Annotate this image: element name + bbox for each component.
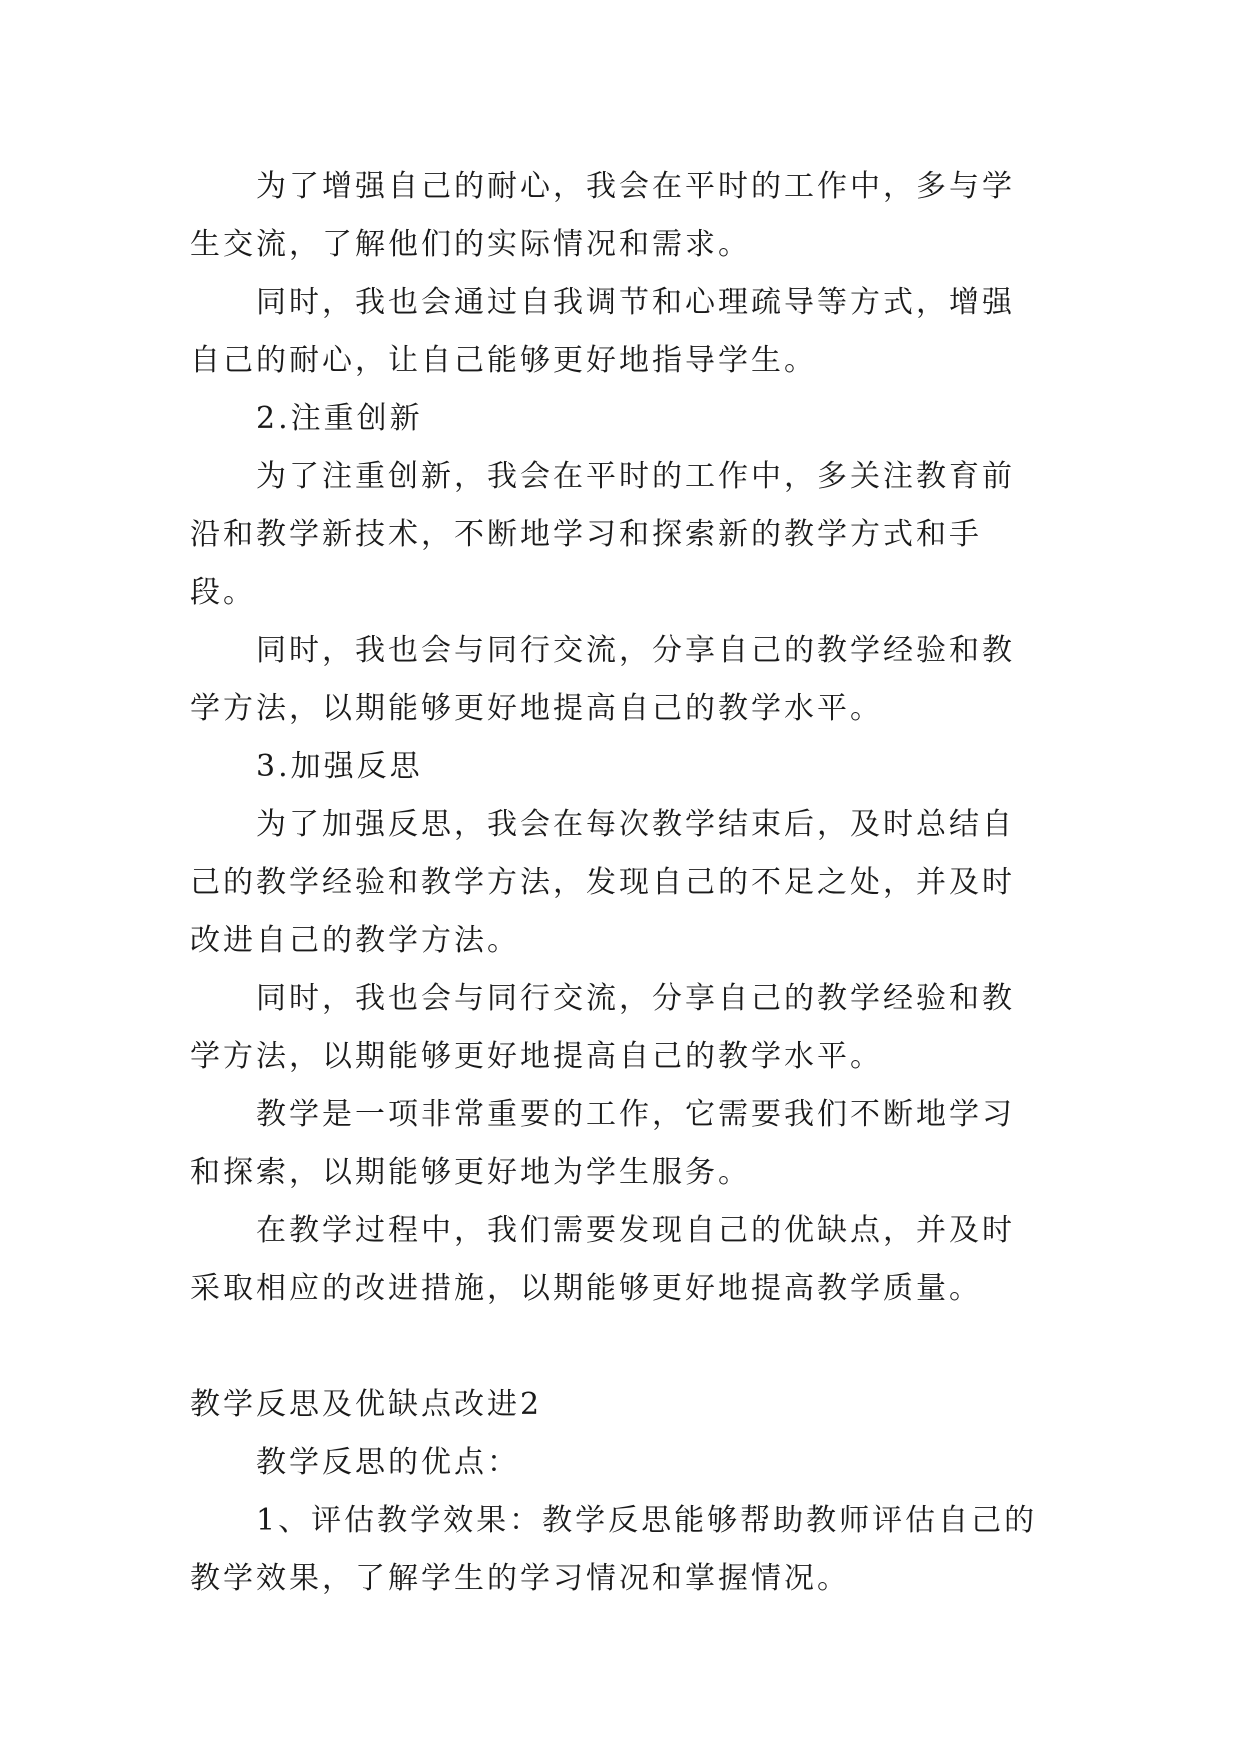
paragraph-reflection: 为了加强反思，我会在每次教学结束后，及时总结自己的教学经验和教学方法，发现自己的不足之处，并及时改进自己的教学方法。 — [190, 807, 1015, 958]
paragraph-strengths-weaknesses: 在教学过程中，我们需要发现自己的优缺点，并及时采取相应的改进措施，以期能够更好地提高教学质量。 — [190, 1213, 1015, 1306]
paragraph-patience: 为了增强自己的耐心，我会在平时的工作中，多与学生交流，了解他们的实际情况和需求。 — [190, 169, 1015, 262]
heading-reflection: 3.加强反思 — [256, 749, 423, 784]
paragraph-reflection-advantages: 教学反思的优点： — [256, 1445, 520, 1480]
paragraph-evaluate-effect: 1、评估教学效果：教学反思能够帮助教师评估自己的教学效果，了解学生的学习情况和掌握情况。 — [190, 1503, 1038, 1596]
section-title: 教学反思及优缺点改进2 — [190, 1387, 543, 1422]
paragraph-peer-exchange-2: 同时，我也会与同行交流，分享自己的教学经验和教学方法，以期能够更好地提高自己的教学水平。 — [190, 981, 1015, 1074]
paragraph-teaching-importance: 教学是一项非常重要的工作，它需要我们不断地学习和探索，以期能够更好地为学生服务。 — [190, 1097, 1015, 1190]
paragraph-peer-exchange-1: 同时，我也会与同行交流，分享自己的教学经验和教学方法，以期能够更好地提高自己的教学水平。 — [190, 633, 1015, 726]
paragraph-innovation: 为了注重创新，我会在平时的工作中，多关注教育前沿和教学新技术，不断地学习和探索新的教学方式和手段。 — [190, 459, 1015, 610]
heading-innovation: 2.注重创新 — [256, 401, 423, 436]
document-body — [190, 158, 1046, 1608]
paragraph-patience-selfregulation: 同时，我也会通过自我调节和心理疏导等方式，增强自己的耐心，让自己能够更好地指导学生。 — [190, 285, 1015, 378]
